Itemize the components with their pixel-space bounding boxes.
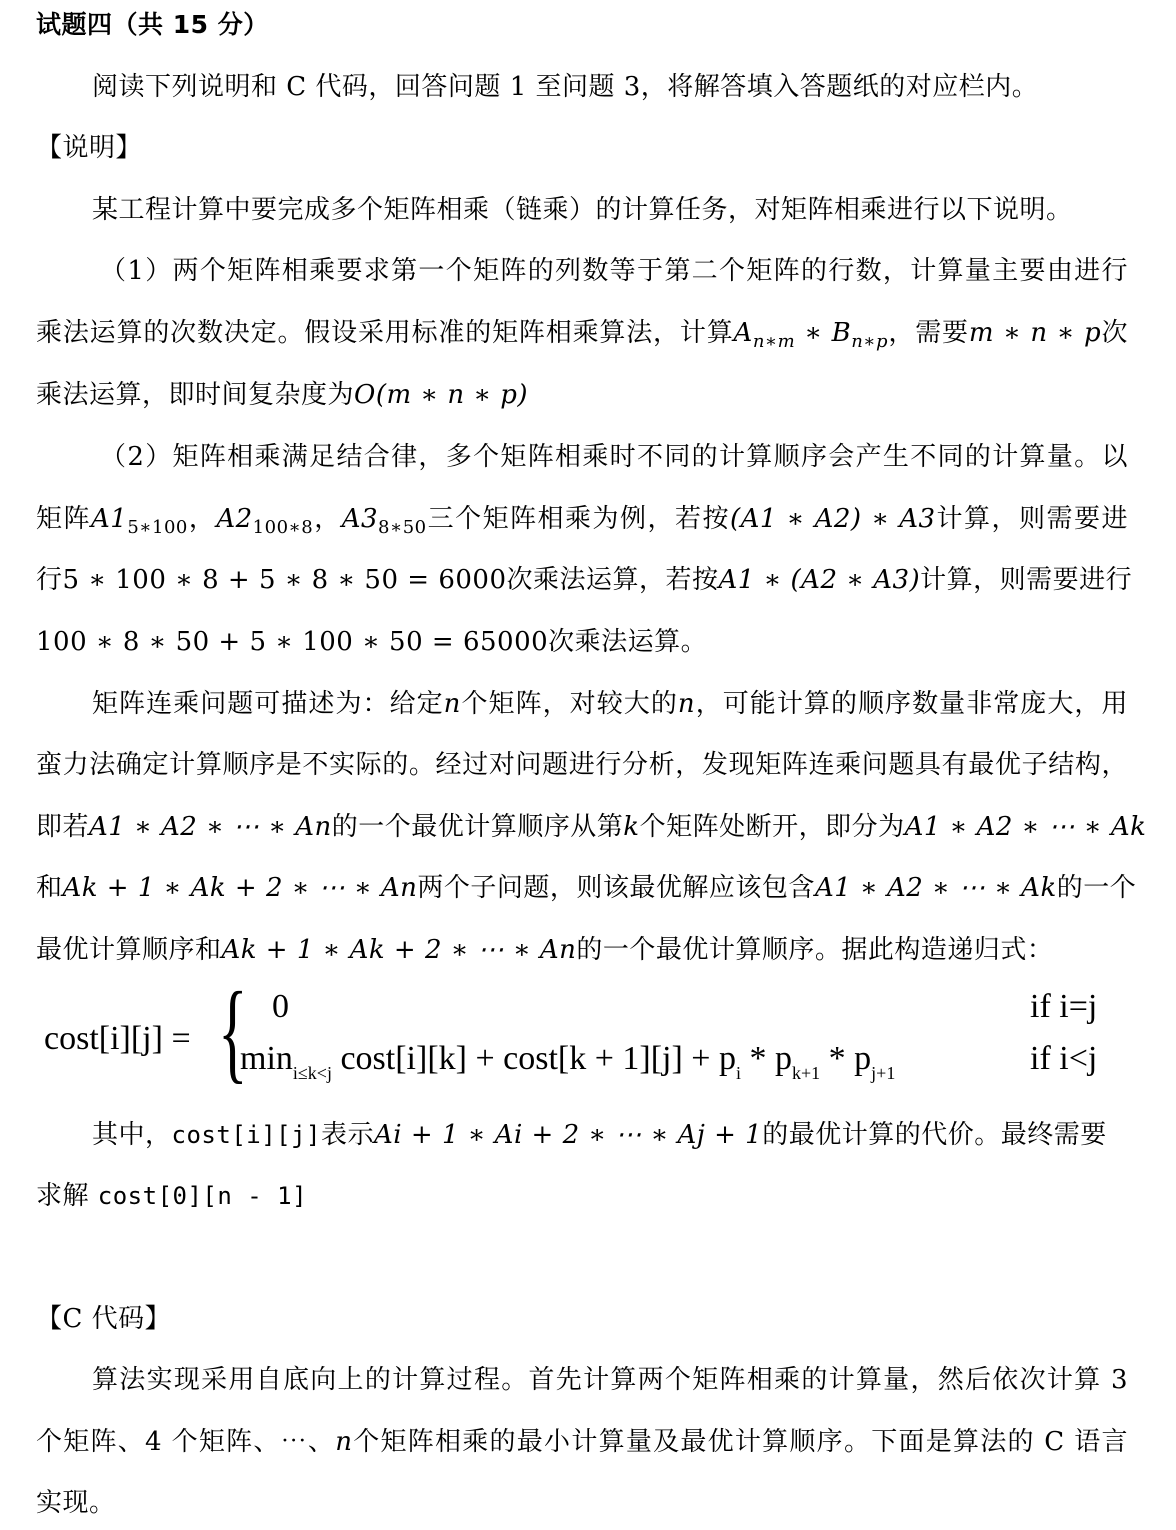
chain-line1: 矩阵连乘问题可描述为：给定n个矩阵，对较大的n，可能计算的顺序数量非常庞大，用 [92,689,1128,719]
formula-brace: { [218,970,248,1094]
algo-line2: 个矩阵、4 个矩阵、⋯、n个矩阵相乘的最小计算量及最优计算顺序。下面是算法的 C 语言 [36,1427,1128,1457]
algo-line3: 实现。 [36,1488,116,1518]
where-line2: 求解 cost[0][n - 1] [36,1181,308,1211]
chain-line4: 和Ak + 1 ∗ Ak + 2 ∗ ⋯ ∗ An两个子问题，则该最优解应该包含A1 ∗ A2 ∗ ⋯ ∗ Ak的一个 [36,873,1137,903]
item2-line3: 行5 ∗ 100 ∗ 8 + 5 ∗ 8 ∗ 50 = 6000次乘法运算，若按A1 ∗ (A2 ∗ A3)计算，则需要进行 [36,565,1133,595]
intro-paragraph: 阅读下列说明和 C 代码，回答问题 1 至问题 3，将解答填入答题纸的对应栏内。 [92,72,1039,102]
explain-paragraph: 某工程计算中要完成多个矩阵相乘（链乘）的计算任务，对矩阵相乘进行以下说明。 [92,195,1073,225]
chain-line2: 蛮力法确定计算顺序是不实际的。经过对问题进行分析，发现矩阵连乘问题具有最优子结构， [36,750,1128,780]
formula-case1-value: 0 [272,988,289,1025]
recurrence-formula [40,970,1140,1094]
item1-line3: 乘法运算，即时间复杂度为O(m ∗ n ∗ p) [36,380,529,410]
algo-line1: 算法实现采用自底向上的计算过程。首先计算两个矩阵相乘的计算量，然后依次计算 3 [92,1365,1128,1395]
item2-line2: 矩阵$A1_{5∗100}$，$A2_{100∗8}$，$A3_{8∗50}$三个矩阵相乘为例，若按(A1 ∗ A2) ∗ A3计算，则需要进 [36,504,1128,538]
formula-case2-expr: $\min_{i\le k<j} \cos t[i][k] + \cos t[k + 1][j] + p_i * p_{k+1} * p_{j+1}$ [240,1040,896,1083]
formula-lhs: cost[i][j] = [44,1020,191,1057]
item1-line1: （1）两个矩阵相乘要求第一个矩阵的列数等于第二个矩阵的行数，计算量主要由进行 [100,256,1128,286]
where-line1: 其中，cost[i][j]表示Ai + 1 ∗ Ai + 2 ∗ ⋯ ∗ Aj + 1的最优计算的代价。最终需要 [92,1120,1107,1150]
item1-line2: 乘法运算的次数决定。假设采用标准的矩阵相乘算法，计算$A_{n∗m}$ ∗ $B_{n∗p}$，需要m ∗ n ∗ p次 [36,318,1128,352]
chain-line3: 即若A1 ∗ A2 ∗ ⋯ ∗ An的一个最优计算顺序从第k个矩阵处断开，即分为A1 ∗ A2 ∗ ⋯ ∗ Ak [36,812,1147,842]
chain-line5: 最优计算顺序和Ak + 1 ∗ Ak + 2 ∗ ⋯ ∗ An的一个最优计算顺序。据此构造递归式： [36,935,1054,965]
item2-line1: （2）矩阵相乘满足结合律，多个矩阵相乘时不同的计算顺序会产生不同的计算量。以 [100,442,1128,472]
section-code-heading: 【C 代码】 [36,1304,172,1334]
formula-case2-cond: if i<j [1030,1040,1098,1077]
question-heading: 试题四（共 15 分） [36,10,269,39]
section-explain-heading: 【说明】 [36,133,143,163]
formula-case1-cond: if i=j [1030,988,1098,1025]
item2-line4: 100 ∗ 8 ∗ 50 + 5 ∗ 100 ∗ 50 = 65000次乘法运算。 [36,627,708,657]
